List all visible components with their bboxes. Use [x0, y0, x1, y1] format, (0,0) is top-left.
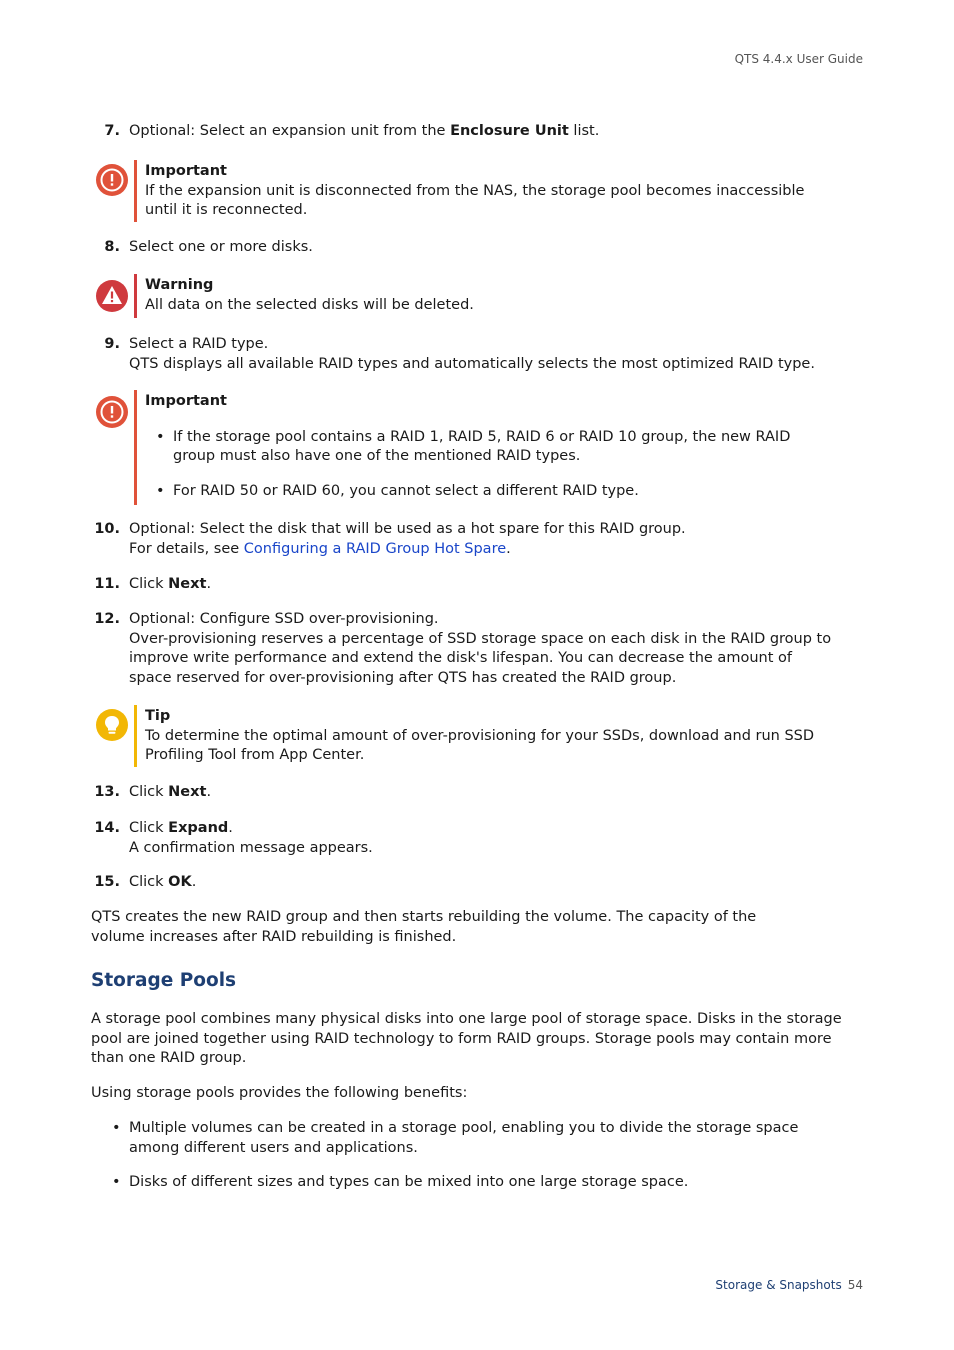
page-footer: [715, 1276, 863, 1296]
step-number: 9.: [104, 336, 120, 352]
step-text: Select one or more disks.: [129, 239, 313, 255]
callout-text: If the expansion unit is disconnected from the NAS, the storage pool becomes inaccessible until it is reconnected.: [145, 182, 805, 218]
closing-paragraph: QTS creates the new RAID group and then starts rebuilding the volume. The capacity of the volume increases after RAID rebuilding is finished.: [91, 909, 757, 945]
warning-icon: [95, 279, 129, 313]
step-number: 15.: [94, 874, 120, 890]
step-text: Optional: Select an expansion unit from the Enclosure Unit list.: [129, 123, 600, 139]
step-number: 10.: [94, 521, 120, 537]
step-number: 8.: [104, 239, 120, 255]
step-text: Optional: Select the disk that will be used as a hot spare for this RAID group. For details, see Configuring a RAID Group Hot Spare.: [129, 521, 686, 557]
step-number: 11.: [94, 576, 120, 592]
section-paragraph: Using storage pools provides the following benefits:: [91, 1085, 468, 1101]
list-item: • If the storage pool contains a RAID 1, RAID 5, RAID 6 or RAID 10 group, the new RAID group must also have one of the mentioned RAID types.: [156, 428, 791, 464]
lightbulb-icon: [95, 708, 129, 742]
running-header: QTS 4.4.x User Guide: [734, 52, 863, 66]
important-icon: [95, 395, 129, 429]
step-text: Click Next.: [129, 576, 212, 592]
step-text: Select a RAID type. QTS displays all available RAID types and automatically selects the most optimized RAID type.: [129, 336, 815, 372]
step-number: 12.: [94, 611, 120, 627]
list-item: • Multiple volumes can be created in a storage pool, enabling you to divide the storage space among different users and applications.: [112, 1120, 799, 1156]
callout-text: To determine the optimal amount of over-provisioning for your SSDs, download and run SSD Profiling Tool from App Center.: [145, 727, 815, 763]
step-text: Click Expand. A confirmation message appears.: [129, 820, 373, 856]
step-number: 7.: [104, 123, 120, 139]
section-title: Storage Pools: [91, 970, 237, 991]
warning-callout: [95, 274, 865, 318]
list-item: • For RAID 50 or RAID 60, you cannot select a different RAID type.: [156, 482, 639, 499]
important-callout: [95, 160, 865, 222]
important-icon: [95, 163, 129, 197]
hot-spare-link[interactable]: Configuring a RAID Group Hot Spare: [243, 540, 507, 557]
step-text: Click OK.: [129, 874, 197, 890]
callout-bar: [134, 390, 137, 505]
step-number: 14.: [94, 820, 120, 836]
section-paragraph: A storage pool combines many physical disks into one large pool of storage space. Disks in the storage pool are joined together using RAID technology to form RAID groups. Storage pools may contain more than one RAID group.: [91, 1011, 842, 1066]
callout-title: Important: [145, 163, 227, 179]
list-item: • Disks of different sizes and types can be mixed into one large storage space.: [112, 1174, 689, 1190]
step-number: 13.: [94, 784, 120, 800]
callout-bar: [134, 705, 137, 767]
callout-title: Warning: [145, 277, 214, 293]
callout-text: All data on the selected disks will be deleted.: [145, 296, 474, 313]
tip-callout: [95, 705, 865, 767]
step-text: Optional: Configure SSD over-provisioning. Over-provisioning reserves a percentage of SSD storage space on each disk in the RAID group to improve write performance and extend the disk's lifespan. You can decrease the amount of space reserved for over-provisioning after QTS has created the RAID group.: [129, 611, 832, 686]
section-bullet-list: [110, 1119, 850, 1193]
callout-title: Tip: [145, 708, 171, 724]
footer-section: Storage & Snapshots: [715, 1278, 842, 1292]
callout-bar: [134, 160, 137, 222]
important-callout: [95, 390, 865, 505]
step-text: Click Next.: [129, 784, 212, 800]
callout-bar: [134, 274, 137, 318]
page-number: 54: [847, 1278, 863, 1292]
callout-title: Important: [145, 393, 227, 409]
